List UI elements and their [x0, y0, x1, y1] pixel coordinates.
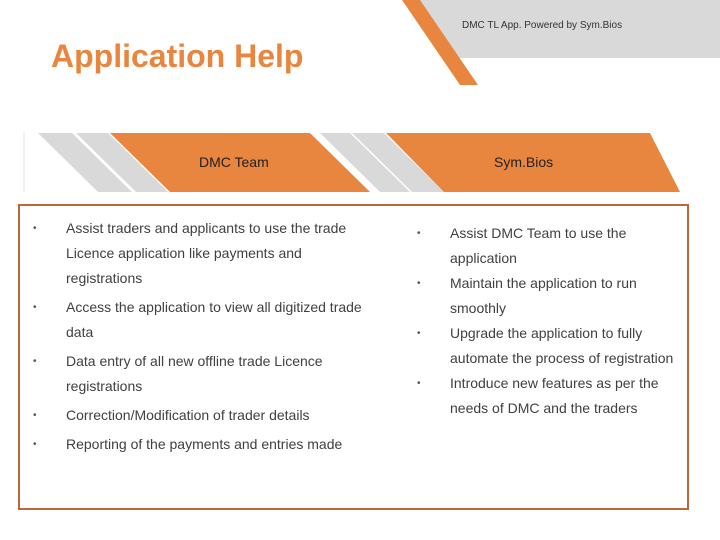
bullet-icon: • — [417, 278, 421, 289]
list-item — [417, 371, 673, 421]
list-item — [417, 271, 673, 321]
list-item-text: automate the process of registration — [450, 350, 674, 366]
bullet-icon: • — [33, 356, 37, 367]
list-item — [417, 221, 673, 271]
list-item-text: Access the application to view all digitized trade — [66, 299, 362, 315]
list-item-text: Reporting of the payments and entries made — [66, 436, 343, 452]
list-item-text: Upgrade the application to fully — [450, 325, 643, 341]
list-item-text: Data entry of all new offline trade Licence — [66, 353, 323, 369]
list-item-text: smoothly — [450, 300, 507, 316]
header-powered-by: DMC TL App. Powered by Sym.Bios — [462, 20, 623, 31]
list-item — [33, 216, 362, 291]
list-item — [33, 295, 362, 345]
list-item-text: needs of DMC and the traders — [450, 400, 638, 416]
list-item-text: Maintain the application to run — [450, 275, 637, 291]
symbios-responsibilities — [417, 221, 674, 421]
bullet-icon: • — [417, 228, 421, 239]
dmc-team-responsibilities — [33, 216, 362, 457]
list-item — [33, 432, 362, 457]
list-item-text: Licence application like payments and — [66, 245, 302, 261]
bullet-icon: • — [417, 328, 421, 339]
list-item-text: registrations — [66, 270, 143, 286]
list-item — [33, 349, 362, 399]
list-item-text: data — [66, 324, 94, 340]
bullet-icon: • — [33, 439, 37, 450]
bullet-icon: • — [33, 223, 37, 234]
bullet-icon: • — [33, 302, 37, 313]
list-item-text: Assist DMC Team to use the — [450, 225, 627, 241]
list-item — [417, 321, 674, 371]
page-title: Application Help — [51, 38, 304, 74]
bullet-icon: • — [417, 378, 421, 389]
list-item-text: application — [450, 250, 517, 266]
list-item-text: registrations — [66, 378, 143, 394]
list-item-text: Correction/Modification of trader details — [66, 407, 310, 423]
bullet-icon: • — [33, 410, 37, 421]
list-item — [33, 403, 362, 428]
column-header-dmc-team: DMC Team — [199, 154, 269, 170]
list-item-text: Introduce new features as per the — [450, 375, 659, 391]
column-header-symbios: Sym.Bios — [494, 154, 554, 170]
list-item-text: Assist traders and applicants to use the trade — [66, 220, 347, 236]
